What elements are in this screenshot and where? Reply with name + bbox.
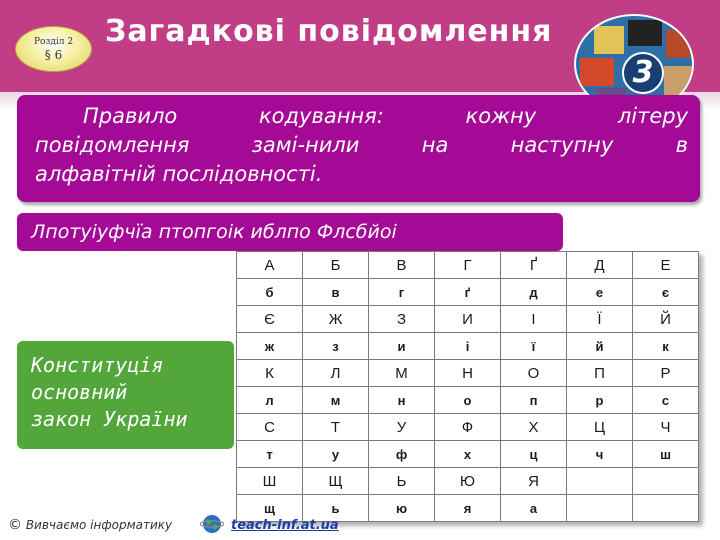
copyright-icon: © (8, 517, 22, 533)
table-cell: Ї (567, 306, 633, 333)
table-cell: н (369, 387, 435, 414)
table-cell: ч (567, 441, 633, 468)
table-cell: ш (633, 441, 699, 468)
table-cell: ї (501, 333, 567, 360)
table-cell: Д (567, 252, 633, 279)
table-cell: С (237, 414, 303, 441)
table-row (237, 360, 699, 387)
table-cell: Р (633, 360, 699, 387)
cipher-table (236, 251, 699, 522)
table-cell: а (501, 495, 567, 522)
rule-word: на (421, 133, 449, 157)
encoded-message: Лпотуіуфчїа птопгоік иблпо Флсбйоі (17, 213, 563, 251)
rule-word: Правило (83, 104, 178, 128)
table-cell: р (567, 387, 633, 414)
table-cell: З (369, 306, 435, 333)
rule-line-2 (35, 131, 688, 160)
answer-line: Конституція (31, 353, 164, 377)
table-cell: в (303, 279, 369, 306)
table-cell: п (501, 387, 567, 414)
rule-word: кожну (465, 104, 537, 128)
table-cell: о (435, 387, 501, 414)
table-row (237, 306, 699, 333)
answer-line: основний (31, 380, 128, 404)
table-row (237, 387, 699, 414)
table-cell: Ф (435, 414, 501, 441)
table-cell: Г (435, 252, 501, 279)
table-cell: Ц (567, 414, 633, 441)
table-cell: ю (369, 495, 435, 522)
decoded-answer-box (17, 341, 234, 449)
table-row (237, 468, 699, 495)
table-cell: Е (633, 252, 699, 279)
table-row (237, 279, 699, 306)
rule-word: кодування: (258, 104, 384, 128)
section-badge (15, 26, 92, 72)
table-cell: б (237, 279, 303, 306)
table-cell: Ґ (501, 252, 567, 279)
table-cell: к (633, 333, 699, 360)
table-cell: Л (303, 360, 369, 387)
table-cell (567, 495, 633, 522)
table-cell: д (501, 279, 567, 306)
table-cell: А (237, 252, 303, 279)
table-cell: ц (501, 441, 567, 468)
table-row (237, 441, 699, 468)
table-cell: ь (303, 495, 369, 522)
table-cell: Ь (369, 468, 435, 495)
rule-word: наступну (510, 133, 614, 157)
table-cell: л (237, 387, 303, 414)
table-cell: ф (369, 441, 435, 468)
table-cell: Я (501, 468, 567, 495)
table-cell: я (435, 495, 501, 522)
copyright-text: Вивчаємо інформатику (25, 518, 173, 532)
site-link[interactable]: teach-inf.at.ua (231, 518, 339, 533)
answer-line: закон України (31, 407, 188, 431)
table-cell: є (633, 279, 699, 306)
slide-title: Загадкові повідомлення (105, 14, 553, 49)
table-cell: Й (633, 306, 699, 333)
table-cell: И (435, 306, 501, 333)
rule-line-1 (35, 102, 688, 131)
paragraph-label: § 6 (44, 48, 63, 62)
table-cell (567, 468, 633, 495)
table-cell: ж (237, 333, 303, 360)
table-cell: и (369, 333, 435, 360)
table-cell: О (501, 360, 567, 387)
table-cell: П (567, 360, 633, 387)
globe-icon (200, 514, 224, 534)
table-cell: Ю (435, 468, 501, 495)
table-cell: К (237, 360, 303, 387)
rule-line-3: алфавітній послідовності. (35, 162, 323, 186)
table-cell: Б (303, 252, 369, 279)
table-row (237, 333, 699, 360)
table-cell: з (303, 333, 369, 360)
table-cell: х (435, 441, 501, 468)
table-cell: м (303, 387, 369, 414)
table-cell: е (567, 279, 633, 306)
table-cell: й (567, 333, 633, 360)
table-cell: Ч (633, 414, 699, 441)
rule-word: замі-нили (251, 133, 360, 157)
table-cell: у (303, 441, 369, 468)
table-cell: ґ (435, 279, 501, 306)
section-label: Розділ 2 (33, 37, 74, 47)
footer-copyright (8, 517, 172, 533)
table-row (237, 252, 699, 279)
table-cell: У (369, 414, 435, 441)
table-cell: М (369, 360, 435, 387)
table-cell: Н (435, 360, 501, 387)
table-cell: Є (237, 306, 303, 333)
table-cell: с (633, 387, 699, 414)
table-cell: В (369, 252, 435, 279)
rule-word: повідомлення (35, 133, 190, 157)
table-cell (633, 468, 699, 495)
table-cell: Х (501, 414, 567, 441)
table-row (237, 414, 699, 441)
table-cell: т (237, 441, 303, 468)
table-cell: І (501, 306, 567, 333)
table-cell: щ (237, 495, 303, 522)
rule-word: в (675, 133, 688, 157)
table-cell (633, 495, 699, 522)
table-cell: Ж (303, 306, 369, 333)
table-cell: Т (303, 414, 369, 441)
encoding-rule-box (17, 95, 700, 202)
chapter-number: 3 (622, 52, 664, 94)
table-cell: Щ (303, 468, 369, 495)
rule-word: літеру (617, 104, 688, 128)
table-cell: Ш (237, 468, 303, 495)
table-cell: г (369, 279, 435, 306)
table-cell: і (435, 333, 501, 360)
